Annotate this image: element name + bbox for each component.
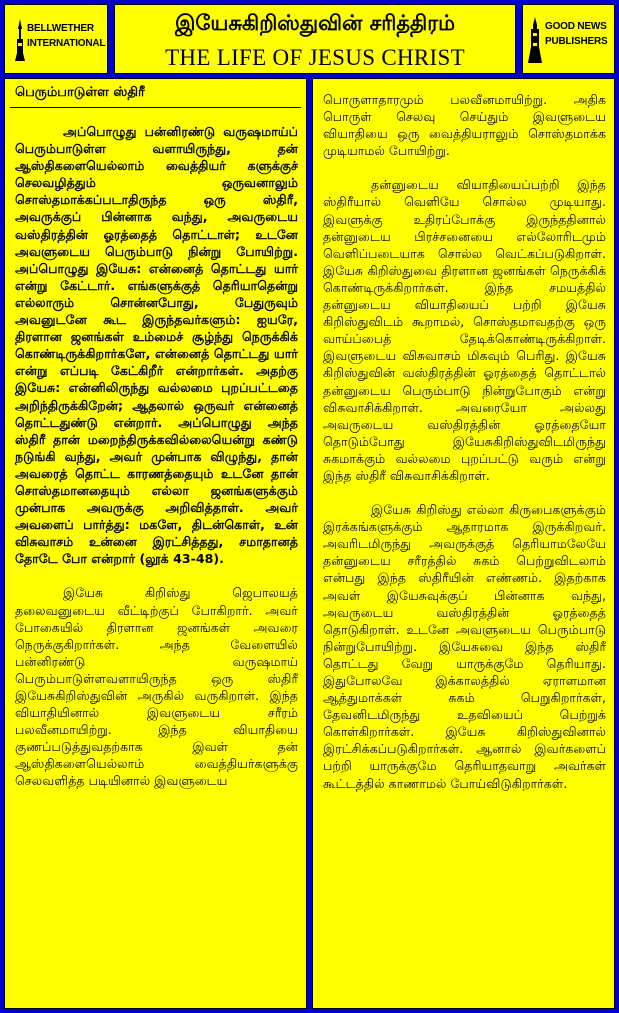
title-english: THE LIFE OF JESUS CHRIST [165, 45, 465, 70]
body-paragraph: இயேசு கிறிஸ்து எல்லா கிருபைகளுக்கும் இரக்கங்களுக்கும் ஆதாரமாக இருக்கிறவர். அவரிடமிருந்து அவருக்குத் தெரியாமலேயே தன்னுடைய சரீரத்தில் சுகம் பெற்றுவிடலாம் என்பது இந்த ஸ்திரீயின் எண்ணம். இதற்காக அவள் இயேசுவுக்குப் பின்னாக வந்து, அவருடைய வஸ்திரத்தின் ஓரத்தைத் தொடுகிறாள். உடனே அவளுடைய பெரும்பாடு நின்றுபோயிற்று. இயேசுவை இந்த ஸ்திரீ தொட்டது வேறு யாருக்குமே தெரியாது. இதுபோலவே இக்காலத்தில் ஏராளமான ஆத்துமாக்கள் சுகம் பெறுகிறார்கள், தேவனிடமிருந்து உதவியைப் பெற்றுக் கொள்கிறார்கள். இயேசு கிறிஸ்துவினால் இரட்சிக்கப்படுகிறார்கள். ஆனால் இவர்களைப் பற்றி யாருக்குமே தெரியாதவாறு அவர்கள் கூட்டத்தில் காணாமல் போய்விடுகிறார்கள். [323, 502, 606, 791]
body-paragraph: பொருளாதாரமும் பலவீனமாயிற்று. அதிக பொருள் செலவு செய்தும் இவளுடைய வியாதியை ஒரு வைத்தியராலும் சொஸ்தமாக்க முடியாமல் போயிற்று. [323, 92, 606, 159]
left-column [4, 78, 307, 1009]
header-title-box [114, 4, 516, 74]
logo-good-news [522, 4, 615, 74]
logo-left-line2: INTERNATIONAL [27, 38, 106, 49]
logo-right-line1: GOOD NEWS [545, 21, 607, 32]
tower-icon [528, 17, 542, 63]
scripture-paragraph: அப்பொழுது பன்னிரண்டு வருஷமாய்ப் பெரும்பாடுள்ள வளாயிருந்து, தன் ஆஸ்திகளையெல்லாம் வைத்தியர் களுக்குச் செலவழித்தும் ஒருவனாலும் சொஸ்தமாக்கப்படாதிருந்த ஒரு ஸ்திரீ, அவருக்குப் பின்னாக வந்து, அவருடைய வஸ்திரத்தின் ஓரத்தைத் தொட்டாள்; உடனே அவளுடைய பெரும்பாடு நின்று போயிற்று. அப்பொழுது இயேசு: என்னைத் தொட்டது யார் என்று கேட்டார். எங்களுக்குத் தெரியாதென்று எல்லாரும் சொன்னபோது, பேதுருவும் அவனுடனே கூட இருந்தவர்களும்: ஐயரே, திரளான ஜனங்கள் உம்மைச் சூழ்ந்து நெருக்கிக் கொண்டிருக்கிறார்களே, என்னைத் தொட்டது யார் என்று எப்படி கேட்கிறீர் என்றார்கள். அதற்கு இயேசு: என்னிலிருந்து வல்லமை புறப்பட்டதை அறிந்திருக்கிறேன்; ஆதலால் ஒருவர் என்னைத் தொட்டதுண்டு என்றார். அப்பொழுது அந்த ஸ்திரீ தான் மறைந்திருக்கவில்லையென்று கண்டு நடுங்கி வந்து, அவர் முன்பாக விழுந்து, தான் அவரைத் தொட்ட காரணத்தையும் உடனே தான் சொஸ்தமானதையும் எல்லா ஜனங்களுக்கும் முன்பாக அவருக்கு அறிவித்தாள். அவர் அவளைப் பார்த்து: மகளே, திடன்கொள், உன் விசுவாசம் உன்னை இரட்சித்தது, சமாதானத் தோடே போ என்றார் (லூக் 43-48). [15, 124, 298, 567]
body-paragraph: தன்னுடைய வியாதியைப்பற்றி இந்த ஸ்திரீயால் வெளியே சொல்ல முடியாது. இவளுக்கு உதிரப்போக்கு இருந்ததினால் தன்னுடைய பிரச்சனையை எல்லோரிடமும் வெளிப்படையாக சொல்ல வெட்கப்படுகிறாள். இயேசு கிறிஸ்துவை திரளான ஜனங்கள் நெருக்கிக் கொண்டிருக்கிறார்கள். இந்த சமயத்தில் தன்னுடைய வியாதியைப் பற்றி இயேசு கிறிஸ்துவிடம் கூறாமல், சொஸ்தமாவதற்கு ஒரு வாய்ப்பைத் தேடிக்கொண்டிருக்கிறாள். இவளுடைய விசுவாசம் மிகவும் பெரிது. இயேசு கிறிஸ்துவின் வஸ்திரத்தின் ஓரத்தைத் தொட்டால் தன்னுடைய பெரும்பாடு நின்றுபோகும் என்று விசுவாசிக்கிறாள். அவரையோ அல்லது அவருடைய வஸ்திரத்தின் ஓரத்தையோ தொடும்போது இயேசுகிறிஸ்துவிடமிருந்து சுகமாக்கும் வல்லமை புறப்பட்டு வரும் என்று இந்த ஸ்திரீ விசுவாசிக்கிறாள். [323, 177, 606, 483]
right-column [312, 78, 615, 1009]
logo-right-line2: PUBLISHERS [545, 36, 608, 47]
logo-bellwether [4, 4, 108, 74]
tower-icon [15, 19, 25, 61]
logo-left-line1: BELLWETHER [27, 23, 94, 34]
title-underline [10, 107, 301, 108]
title-tamil: இயேசுகிறிஸ்துவின் சரித்திரம் [174, 11, 456, 35]
body-paragraph: இயேசு கிறிஸ்து ஜெபாலயத் தலைவனுடைய வீட்டிற்குப் போகிறார். அவர் போகையில் திரளான ஜனங்கள் அவரை நெருக்குகிறார்கள். அந்த வேளையில் பன்னிரண்டு வருஷமாய் பெரும்பாடுள்ளவளாயிருந்த ஒரு ஸ்திரீ இயேசுகிறிஸ்துவின் அருகில் வருகிறாள். இந்த வியாதியினால் இவளுடைய சரீரம் பலவீனமாயிற்று. இந்த வியாதியை குணப்படுத்துவதற்காக இவள் தன் ஆஸ்திகளையெல்லாம் வைத்தியர்களுக்கு செலவளித்த படியினால் இவளுடைய [15, 585, 298, 789]
section-title: பெரும்பாடுள்ள ஸ்திரீ [15, 85, 145, 100]
